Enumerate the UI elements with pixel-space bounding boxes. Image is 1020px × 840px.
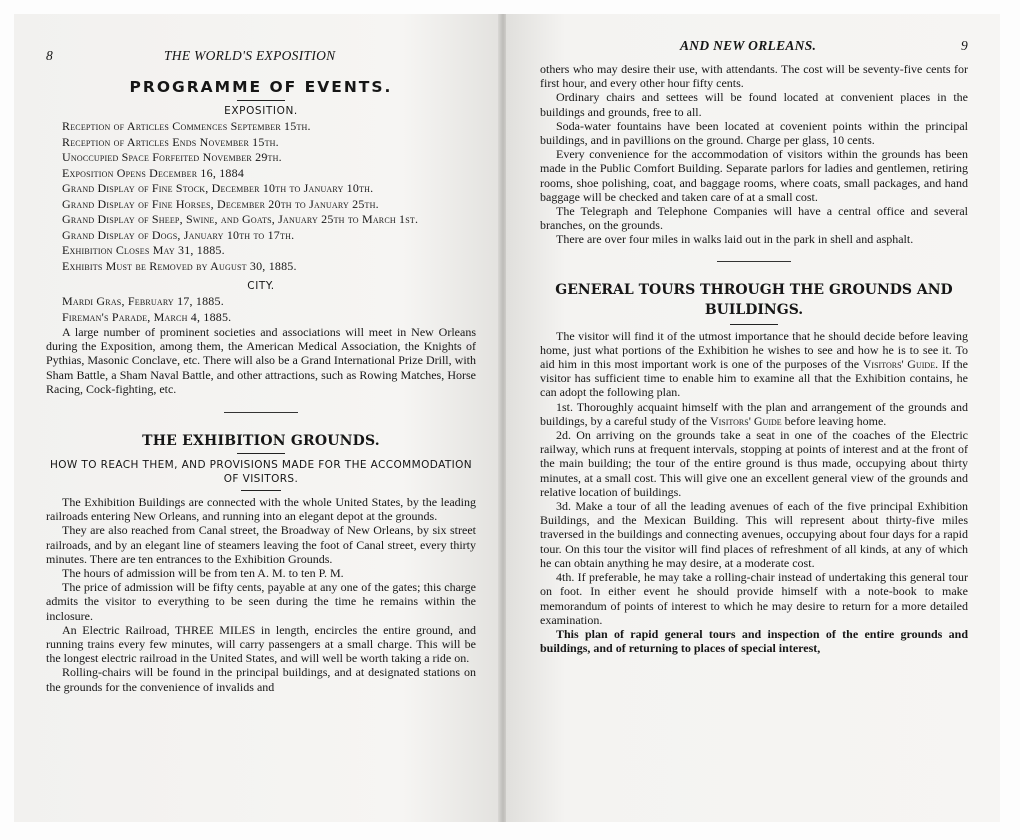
continued-paragraph: others who may desire their use, with attendants. The cost will be seventy-five cents for first hour, and every other hour fifty cents. — [540, 62, 968, 91]
left-running-head — [46, 48, 476, 66]
exposition-event: Exhibits Must be Removed by August 30, 1885. — [62, 258, 297, 273]
exposition-event: Grand Display of Dogs, January 10th to 17th. — [62, 227, 295, 242]
visitors-guide-title: Visitors' Guide — [709, 413, 782, 428]
grounds-rule — [237, 453, 285, 454]
left-page-number: 8 — [46, 48, 54, 63]
exposition-event: Grand Display of Fine Horses, December 20th to January 25th. — [62, 196, 379, 211]
city-events-list — [46, 294, 476, 325]
right-running-head — [540, 38, 968, 56]
tour-step-1 — [540, 400, 968, 428]
tours-intro-paragraph — [540, 329, 968, 400]
grounds-paragraph: Rolling-chairs will be found in the principal buildings, and at designated stations on the grounds for the convenience of invalids and — [46, 665, 476, 694]
exposition-event: Unoccupied Space Forfeited November 29th. — [62, 150, 282, 164]
exposition-event: Grand Display of Fine Stock, December 10th to January 10th. — [62, 181, 374, 195]
grounds-paragraph: An Electric Railroad, THREE MILES in length, encircles the entire ground, and running trains every few minutes, will carry passengers at a small charge. This will be the longest electric railroad in the United States, and will well be worth taking a ride on. — [46, 622, 476, 666]
city-paragraph: A large number of prominent societies and associations will meet in New Orleans during the Exposition, among them, the American Medical Association, the Knights of Pythias, Masonic Conclave, etc. There will also be a Grand International Prize Drill, with Sham Battle, a Sham Naval Battle, and other attractions, such as Rowing Matches, Horse Racing, Cock-fighting, etc. — [46, 325, 476, 396]
left-running-title: THE WORLD'S EXPOSITION — [164, 48, 336, 63]
right-running-title: AND NEW ORLEANS. — [680, 38, 817, 53]
tours-heading: GENERAL TOURS THROUGH THE GROUNDS AND BUILDINGS. — [555, 281, 953, 318]
grounds-paragraph: They are also reached from Canal street, the Broadway of New Orleans, by six street railroads, and by an elegant line of steamers leaving the foot of Canal street, every thirty minutes. There are ten entrances to the Exhibition Grounds. — [46, 523, 476, 566]
exposition-event: Reception of Articles Ends November 15th. — [62, 134, 279, 149]
city-label: CITY. — [247, 280, 275, 292]
city-event: Fireman's Parade, March 4, 1885. — [62, 309, 232, 324]
tour-step-4: 4th. If preferable, he may take a rolling-chair instead of undertaking this general tour on foot. In either event he should provide himself with a note-book to make memorandum of points of interest to which he may desire to return for a more detailed examination. — [540, 570, 968, 627]
city-event: Mardi Gras, February 17, 1885. — [62, 294, 224, 308]
exposition-label: EXPOSITION. — [224, 105, 298, 117]
tour-step-3: 3d. Make a tour of all the leading avenues of each of the five principal Exhibition Buildings, and the Mexican Building. This will represent about thirty-five miles traversed in the buildings and connecting avenues, occupying about four days for a rapid tour. On this tour the visitor will find places of refreshment of all kinds, at any of which he can obtain anything he may desire, at a moderate cost. — [540, 499, 968, 570]
grounds-subheading: HOW TO REACH THEM, AND PROVISIONS MADE FOR THE ACCOMMODATION OF VISITORS. — [49, 459, 473, 486]
tour-step-text: 1st. Thoroughly acquaint himself with the plan and arrangement of the grounds and buildings, by a careful study of the — [540, 399, 968, 428]
exposition-event: Exposition Opens December 16, 1884 — [62, 165, 245, 180]
amenities-paragraph: Every convenience for the accommodation of visitors within the grounds has been made in the Public Comfort Building. Separate parlors for ladies and gentlemen, retiring rooms, shoe polishing, coat, and baggage rooms, where coats, small packages, and hand baggage will be checked and taken care of at a small cost. — [540, 147, 968, 204]
right-page — [506, 14, 1000, 822]
grounds-paragraph: The hours of admission will be from ten A. M. to ten P. M. — [62, 566, 344, 581]
programme-heading: PROGRAMME OF EVENTS. — [129, 78, 393, 96]
exposition-events-list — [46, 119, 476, 274]
tours-intro-text: . If the visitor has sufficient time to enable him to examine all that the Exhibition contains, he can adopt the following plan. — [540, 357, 968, 400]
programme-rule — [237, 100, 285, 101]
amenities-paragraph: The Telegraph and Telephone Companies will have a central office and several branches, on the grounds. — [540, 204, 968, 233]
grounds-heading: THE EXHIBITION GROUNDS. — [142, 433, 380, 450]
visitors-guide-title: Visitors' Guide — [862, 357, 936, 372]
amenities-paragraph: Ordinary chairs and settees will be found located at convenient places in the buildings and grounds, free to all. — [540, 90, 968, 119]
exposition-event: Exhibition Closes May 31, 1885. — [62, 243, 225, 257]
exposition-event: Grand Display of Sheep, Swine, and Goats, January 25th to March 1st. — [62, 212, 419, 226]
left-page — [14, 14, 500, 822]
exposition-event: Reception of Articles Commences September 15th. — [62, 119, 311, 133]
tour-step-text: before leaving home. — [781, 413, 887, 428]
grounds-paragraph: The price of admission will be fifty cents, payable at any one of the gates; this charge admits the visitor to everything to be seen during the time he remains within the inclosure. — [46, 580, 476, 623]
grounds-subrule — [241, 490, 281, 491]
closing-paragraph: This plan of rapid general tours and inspection of the entire grounds and buildings, and of returning to places of special interest, — [540, 626, 968, 656]
tours-intro-text: The visitor will find it of the utmost importance that he should decide before leaving home, just what portions of the Exhibition he wishes to see and how he is to see it. To aid him in this most important work is one of the purposes of the — [540, 328, 968, 372]
grounds-paragraph: The Exhibition Buildings are connected with the whole United States, by the leading railroads entering New Orleans, and running into an elegant depot at the grounds. — [46, 495, 476, 524]
right-page-number: 9 — [960, 38, 968, 53]
amenities-paragraph: Soda-water fountains have been located at covenient points within the principal buildings, and in pavillions on the ground. Charge per glass, 10 cents. — [540, 118, 968, 148]
amenities-paragraph: There are over four miles in walks laid out in the park in shell and asphalt. — [556, 232, 914, 247]
tours-rule — [730, 324, 778, 325]
tour-step-2: 2d. On arriving on the grounds take a seat in one of the coaches of the Electric railway, which runs at frequent intervals, stopping at points of interest and at the front of the main building; the tour of the entire ground is thus made, occupying about thirty minutes, at a small cost. This will give one an excellent general view of the grounds and relative location of buildings. — [540, 428, 968, 499]
